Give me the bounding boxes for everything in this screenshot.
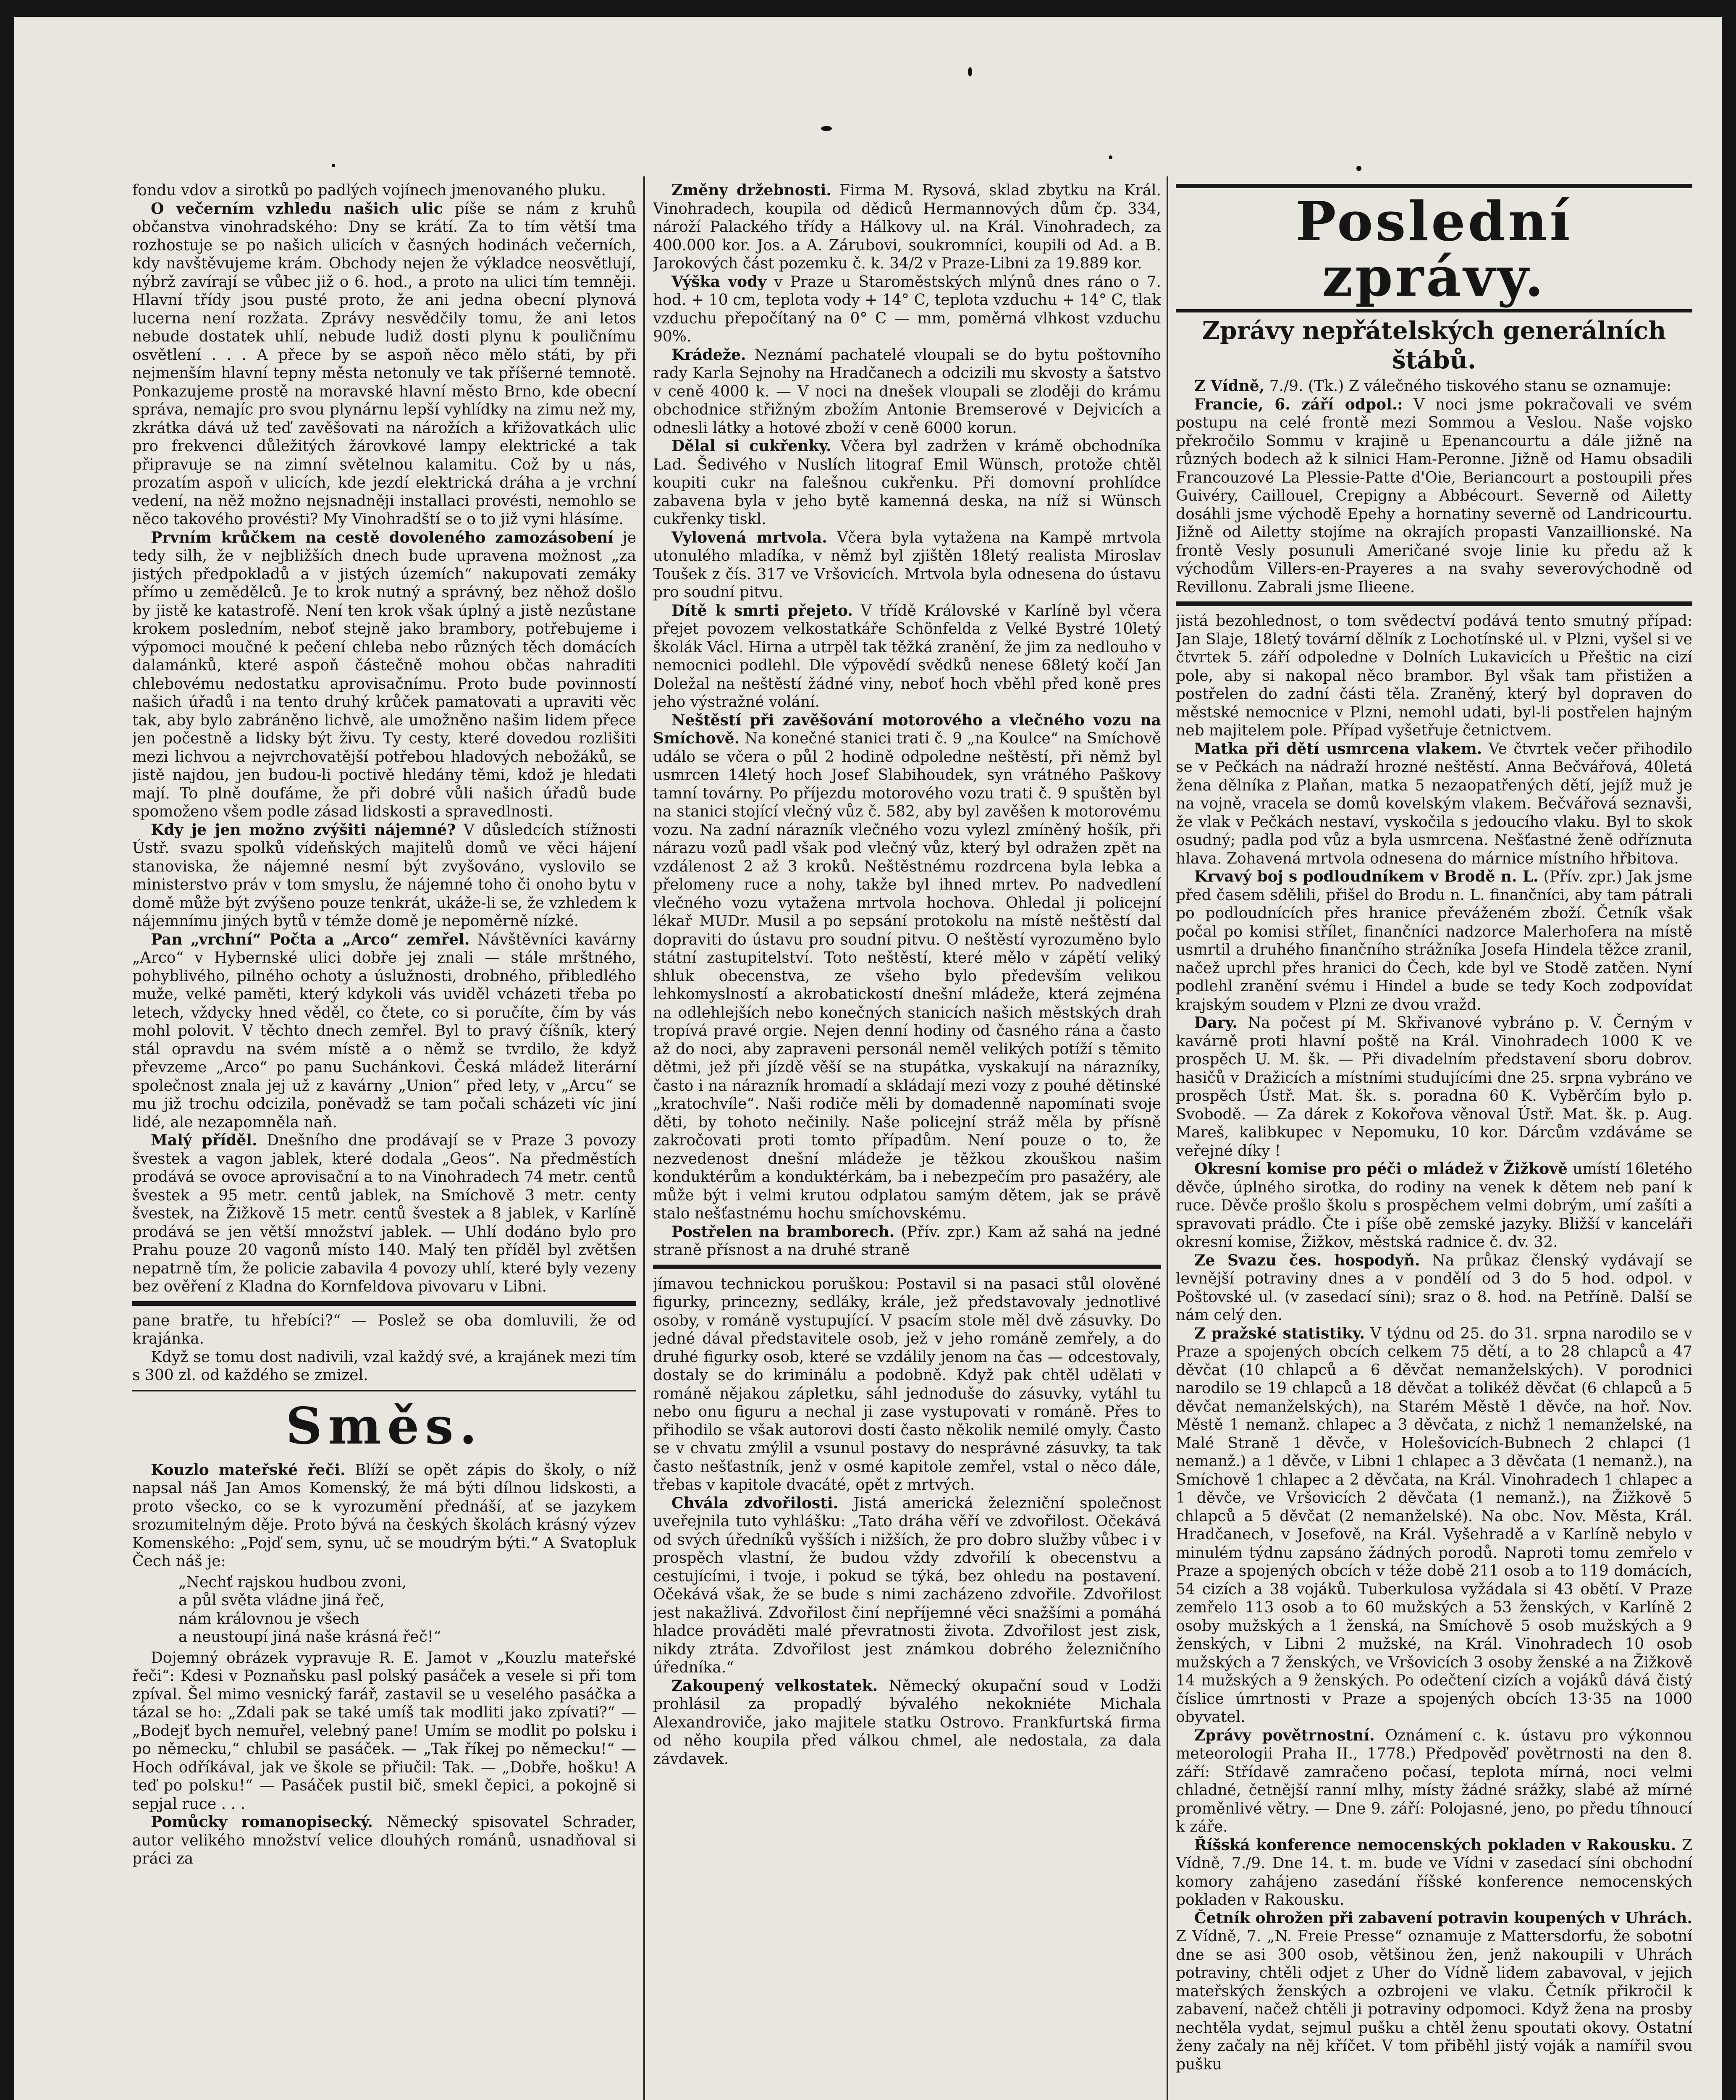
article-headline: Říšská konference nemocenských pokladen v Rakousku.	[1194, 1836, 1676, 1854]
article-text: V třídě Královské v Karlíně byl včera přejet povozem velkostatkáře Schönfelda z Velké Bystré 10letý školák Václ. Hirna a utrpěl tak těžká zranění, že jim za nedlouho v nemocnici podlehl. Dle výpovědí svědků nenese 68letý kočí Jan Doležal na neštěstí žádné viny, neboť hoch vběhl před koně pres jeho výstražné volání.	[653, 602, 1161, 711]
article-headline: Četník ohrožen při zabavení potravin koupených v Uhrách.	[1194, 1909, 1692, 1927]
section-subheading: Zprávy nepřátelských generálních štábů.	[1202, 316, 1666, 374]
scan-speck	[1109, 155, 1112, 159]
article-headline: Ze Svazu čes. hospodyň.	[1194, 1251, 1420, 1269]
article-headline: Dítě k smrti přejeto.	[671, 601, 853, 620]
article-text: Na počest pí M. Skřivanové vybráno p. V. Černým v kavárně proti hlavní poště na Král. Vinohradech 1000 K ve prospěch U. M. šk. — Při divadelním představení sboru dobrov. hasičů v Dražicích a místními studujícími dne 25. srpna vybráno ve prospěch Ústř. Mat. šk. s. poradna 60 K. Vyběrčím bylo p. Svobodě. — Za dárek z Kokořova věnoval Ústř. Mat. šk. p. Aug. Mareš, kalibkupec v Nepomuku, 10 kor. Dárcům vzdáváme se veřejné díky !	[1176, 1014, 1692, 1160]
article-text: jímavou technickou poruškou: Postavil si na pasaci stůl olověné figurky, princezny, sedláky, krále, jež představovaly jednotlivé osoby, v románě vystupující. V psacím stole měl dvě zásuvky. Do jedné dával představitele osob, jež v jeho románě zemřely, a do druhé figurky osob, které se vzdálily jenom na čas — odcestovaly, dostaly se do kriminálu a podobně. Když pak chtěl udělati v románě nějakou zápletku, sáhl jednoduše do zásuvky, vytáhl tu nebo onu figuru a nechal ji zase vystupovati v románě. Přes to přihodilo se však autorovi dosti často několik nemilé omyly. Často se v chvatu zmýlil a vsunul postavy do nesprávné zásuvky, ta tak často nešťastník, jenž v osmé kapitole zemřel, vstal o něco dále, třebas v kapitole dvacáté, opět z mrtvých.	[653, 1275, 1161, 1494]
article-text: V týdnu od 25. do 31. srpna narodilo se v Praze a spojených obcích celkem 75 dětí, a to 28 chlapců a 47 děvčat (10 chlapců a 6 děvčat nemanželských). V porodnici narodilo se 19 chlapců a 18 děvčat a tolikéž děvčat (6 chlapců a 5 děvčat nemanželských), na Starém Městě 1 děvče, na hoř. Nov. Městě 1 nemanž. chlapec a 3 děvčata, z nichž 1 nemanželské, na Malé Straně 1 děvče, v Holešovicích-Bubnech 2 chlapci (1 nemanž.) a 1 děvče, v Libni 1 chlapec a 3 děvčata (1 nemanž.), na Smíchově 1 chlapec a 2 děvčata, na Král. Vinohradech 1 chlapec a 1 děvče, ve Vršovicích 2 děvčata (1 nemanž.), na Žižkově 5 chlapců a 5 děvčat (2 nemanželské). Na obc. Nov. Města, Král. Hradčanech, v Josefově, na Král. Vyšehradě a v Karlíně nebylo v minulém týdnu zapsáno žádných porodů. Naproti tomu zemřelo v Praze a spojených obcích v téže době 211 osob a to 119 domácích, 54 cizích a 38 vojáků. Tuberkulosa vyžádala si 43 obětí. V Praze zemřelo 113 osob a to 60 mužských a 53 ženských, v Karlíně 2 osoby mužských a 1 ženská, na Smíchově 5 osob mužských a 9 ženských, v Libni 2 mužské, na Král. Vinohradech 10 osob mužských a 7 ženských, ve Vršovicích 3 osoby ženské a na Žižkově 14 mužských a 9 ženských. Po odečtení cizích a vojáků dává čistý číslice úmrtnosti v Praze a spojených obcích 13·35 na 1000 obyvatel.	[1176, 1325, 1692, 1726]
article-text: Na konečné stanici trati č. 9 „na Koulce“ na Smíchově událo se včera o půl 2 hodině odpoledne neštěstí, při němž byl usmrcen 14letý hoch Josef Slabihoudek, syn vrátného Paškovy tamní továrny. Po příjezdu motorového vozu trati č. 9 spuštěn byl na stanici stojící vlečný vůz č. 582, aby byl zavěšen k motorovému vozu. Na zadní nárazník vlečného vozu vylezl zmíněný hošík, při nárazu vozů padl však pod vlečný vůz, který byl odražen zpět na vzdálenost 2 až 3 kroků. Neštěstnému rozdrcena byla lebka a přelomeny ruce a nohy, takže byl ihned mrtev. Po nadvedlení vlečného vozu vytažena mrtvola hochova. Ohledal ji policejní lékař MUDr. Musil a po sepsání protokolu na místě neštěstí dal dopraviti do ústavu pro soudní pitvu. O neštěstí vyrozuměno bylo státní zastupitelství. Toto neštěstí, které mělo v zápětí veliký shluk obecenstva, ze všeho bylo především velikou lehkomyslností a akrobatickostí dnešní mládeže, která zejména na odlehlejších nebo konečných stanicích našich městských drah tropívá pravé orgie. Nejen denní hodiny od časného rána a často až do noci, aby zapraveni personál neměl velikých potíží s těmito dětmi, jež při jízdě věší se na stupátka, vyskakují na nárazníky, často i na nárazník hromadí a skládají mezi vozy z pouhé dětinské „kratochvíle“. Naši rodiče měli by domadenně napomínati svoje děti, by tohoto nečinily. Naše policejní stráž měla by přísně zakročovati proti tomto případům. Není pouze o to, že nezvedenost dnešní mládeže je těžkou zkouškou našim konduktérům a konduktérkám, ba i nebezpečím pro pasažéry, ale může být i velmi krutou odplatou samým dětem, jak se právě stalo nešťastnému hochu smíchovskému.	[653, 730, 1161, 1222]
article-headline: Malý příděl.	[151, 1131, 257, 1149]
article-text: (Přív. zpr.) Kam až sahá na jedné straně přísnost a na druhé straně	[653, 1223, 1161, 1259]
article	[132, 529, 636, 821]
article	[653, 1223, 1161, 1260]
article-headline: Dary.	[1194, 1014, 1238, 1032]
article-headline: Dělal si cukřenky.	[671, 437, 831, 455]
article-text: Dnešního dne prodávají se v Praze 3 povozy švestek a vagon jablek, které dodala „Geos“. Na předměstích prodává se ovoce aprovisační a to na Vinohradech 74 metr. centů švestek a 95 metr. centů jablek, na Smíchově 3 metr. centy švestek, na Žižkově 15 metr. centů švestek a 8 jablek, v Karlíně prodává se jen větší množství jablek. — Uhlí dodáno bylo pro Prahu pouze 20 vagonů místo 140. Malý ten příděl byl zvětšen nepatrně tím, že policie zabavila 4 povozy uhlí, které byly vezeny bez ověření z Kladna do Kornfeldova pivovaru v Libni.	[132, 1132, 636, 1295]
article	[653, 346, 1161, 438]
article-headline: Vylovená mrtvola.	[671, 528, 827, 546]
article	[1176, 1252, 1692, 1325]
article-text: Neznámí pachatelé vloupali se do bytu poštovního rady Karla Sejnohy na Hradčanech a odcizili mu skvosty a šatstvo v ceně 4000 k. — V noci na dnešek vloupali se zloději do krámu obchodnice střižným zbožím Antonie Bremserové v Dejvicích a odnesli látky a hotové zboží v ceně 6000 korun.	[653, 346, 1161, 437]
article-text: Německý okupační soud v Lodži prohlásil za propadlý bývalého nekokniéte Michala Alexandroviče, jako majitele statku Ostrovo. Frankfurtská firma od něho koupila před válkou chmel, ale nedostala, za dala závdavek.	[653, 1677, 1161, 1768]
article-text: Včera byla vytažena na Kampě mrtvola utonulého mladíka, v němž byl zjištěn 18letý realista Miroslav Toušek z čís. 317 ve Vršovicích. Mrtvola byla odnesena do ústavu pro soudní pitvu.	[653, 529, 1161, 601]
article	[132, 200, 636, 529]
article	[653, 602, 1161, 711]
article	[1176, 1727, 1692, 1836]
article-headline: Okresní komise pro péči o mládež v Žižkově	[1194, 1160, 1568, 1178]
article-headline: Krádeže.	[671, 346, 746, 364]
poem-line: „Nechť rajskou hudbou zvoni,	[178, 1573, 407, 1591]
article	[1176, 377, 1692, 396]
article	[653, 273, 1161, 346]
article-headline: O večerním vzhledu našich ulic	[151, 200, 443, 218]
scan-speck	[821, 126, 832, 131]
article	[653, 437, 1161, 529]
article-text: fondu vdov a sirotků po padlých vojínech jmenovaného pluku.	[132, 182, 606, 199]
article	[1176, 1014, 1692, 1160]
article-text: Oznámení c. k. ústavu pro výkonnou meteorologii Praha II., 1778.) Předpověď povětrnosti na den 8. září: Střídavě zamračeno počasí, teplota mírná, noci velmi chladné, četnější ranní mlhy, místy žádné srážky, slabé až mírné proměnlivé větry. — Dne 9. září: Polojasné, jeno, po předu tíhnoucí k záře.	[1176, 1727, 1692, 1835]
article-headline: Pomůcky romanopisecký.	[151, 1813, 373, 1831]
column-left	[132, 181, 636, 2100]
article	[132, 1131, 636, 1296]
article-headline: Kdy je jen možno zvýšiti nájemné?	[151, 821, 456, 839]
section-masthead: Poslední zprávy.	[1176, 184, 1692, 312]
article	[653, 181, 1161, 273]
article-headline: Z pražské statistiky.	[1194, 1324, 1365, 1342]
poem	[178, 1573, 636, 1646]
article-headline: Neštěstí při zavěšování motorového a vlečného vozu na Smíchově.	[653, 711, 1161, 747]
article	[132, 1813, 636, 1868]
article-headline: Postřelen na bramborech.	[671, 1223, 895, 1241]
article-text: Návštěvníci kavárny „Arco“ v Hybernské ulici dobře jej znali — stále mrštného, pohyblivého, pilného ochoty a úslužnosti, drobného, přibledlého muže, velké paměti, který kdykoli vás uviděl vcházeti třeba po letech, vždycky hned věděl, co čtete, co si poručíte, čím by vás mohl polovit. V těchto dnech zemřel. Byl to pravý číšník, který stál opravdu na svém místě a o němž se tvrdilo, že když převzeme „Arco“ po panu Suchánkovi. Česká mládež literární společnost znala jej už z kavárny „Union“ před lety, v „Arcu“ se mu již trochu odcizila, poněvadž se tam počali scházeti víc jiní lidé, ale nezapomněla naň.	[132, 931, 636, 1131]
section-divider	[132, 1301, 636, 1306]
article-text: jistá bezohlednost, o tom svědectví podává tento smutný případ: Jan Slaje, 18letý tovární dělník z Lochotínské ul. v Plzni, vyšel si ve čtvrtek 5. září odpoledne v Dolních Lukavicích u Přeštic na cizí pole, aby si nakopal něco brambor. Byl však tam přistižen a postřelen do zadní části těla. Zraněný, který byl dopraven do městské nemocnice v Plzni, nemohl udati, byl-li postřelen hajným neb majitelem pole. Případ vyšetřuje četnictvem.	[1176, 612, 1692, 739]
story-text: pane bratře, tu hřebíci?“ — Poslež se oba domluvili, že od krajánka.	[132, 1312, 636, 1347]
article-headline: Zakoupený velkostatek.	[671, 1677, 878, 1695]
article-headline: Zprávy povětrnostní.	[1194, 1726, 1375, 1744]
article	[653, 711, 1161, 1223]
article-text: Včera byl zadržen v krámě obchodníka Lad. Šedivého v Nuslích litograf Emil Wünsch, protože chtěl koupiti cukr na falešnou cukřenku. Při domovní prohlídce zabavena byla v jeho bytě kamenná deska, na níž si Wünsch cukřenky tiskl.	[653, 438, 1161, 528]
article	[132, 1461, 636, 1571]
article-headline: Krvavý boj s podloudníkem v Brodě n. L.	[1194, 868, 1539, 885]
article	[1176, 868, 1692, 1014]
article-text: v Praze u Staroměstských mlýnů dnes ráno o 7. hod. + 10 cm, teplota vody + 14° C, teplota vzduchu + 14° C, tlak vzduchu přepočítaný na 0° C — mm, poměrná vlhkost vzduchu 90%.	[653, 273, 1161, 345]
scan-speck	[968, 67, 972, 76]
column-right	[1176, 181, 1692, 2100]
article-text: Německý spisovatel Schrader, autor velikého množství velice dlouhých románů, usnadňoval si práci za	[132, 1814, 636, 1867]
article-headline: Výška vody	[671, 273, 767, 291]
scan-speck	[1356, 166, 1361, 171]
article-headline: Francie, 6. září odpol.:	[1194, 395, 1403, 413]
section-divider	[132, 1390, 636, 1391]
article-text: Jistá americká železniční společnost uveřejnila tuto vyhlášku: „Tato dráha věří ve zdvořilost. Očekává od svých úředníků vyšších i nižších, že pro dobro služby vůbec i v prospěch vlastní, že budou vždy zdvořilí k obecenstvu a cestujícími, i tvoje, i pokud se týká, bez ohledu na postavení. Očekává však, že se bude s nimi zacházeno zdvořile. Zdvořilost jest nakažlivá. Zdvořilost činí nepříjemné věci snažšími a pomáhá hladce prováděti malé převratnosti života. Zdvořilost jest zisk, nikdy ztráta. Zdvořilost jest známkou dobrého železničního úředníka.“	[653, 1494, 1161, 1676]
scan-speck	[332, 164, 335, 167]
article	[1176, 1160, 1692, 1252]
article-headline: Prvním krůčkem na cestě dovoleného zamozásobení	[151, 528, 614, 546]
section-divider	[1176, 601, 1692, 606]
article	[1176, 1909, 1692, 2074]
article-headline: Pan „vrchní“ Počta a „Arco“ zemřel.	[151, 930, 470, 948]
article	[1176, 1325, 1692, 1727]
article-text: V noci jsme pokračovali ve svém postupu na celé frontě mezi Sommou a Veslou. Naše vojsko překročilo Sommu v krajině u Epenancourtu a dále jižně na různých bodech až k silnici Ham-Peronne. Jižně od Hamu obsadili Francouzové La Plessie-Patte d'Oie, Beriancourt a postoupili přes Guivéry, Caillouel, Crepigny a Abbécourt. Severně od Ailetty dosáhli jsme východě Epehy a hornatiny severně od Landricourtu. Jižně od Ailetty stojíme na okrajích propasti Vanzaillionské. Na frontě Vesly posunuli Američané svoje linie ku předu až k východům Villers-en-Prayeres a na svahy severovýchodně od Revillonu. Zabrali jsme Ilieene.	[1176, 396, 1692, 596]
article	[1176, 740, 1692, 868]
article-text: 7./9. (Tk.) Z válečného tiskového stanu se oznamuje:	[1269, 378, 1672, 395]
article-headline: Z Vídně,	[1194, 377, 1265, 395]
article-text: Z Vídně, 7./9. Dne 14. t. m. bude ve Vídni v zasedací síni obchodní komory zahájeno zasedání říšské konference nemocenských pokladen v Rakousku.	[1176, 1836, 1692, 1908]
column-rule	[1167, 176, 1168, 2100]
article	[653, 1494, 1161, 1677]
article-text: Firma M. Rysová, sklad zbytku na Král. Vinohradech, koupila od dědiců Hermannových dům čp. 334, nároží Palackého třídy a Hálkovy ul. na Král. Vinohradech, za 400.000 kor. Jos. a A. Zárubovi, soukromníci, koupili od Ad. a B. Jarokových část pozemku č. k. 34/2 v Praze-Libni za 19.889 kor.	[653, 182, 1161, 272]
poem-line: nám královnou je všech	[178, 1610, 360, 1628]
scan-border-top	[0, 0, 1736, 17]
article-text: Blíží se opět zápis do školy, o níž napsal náš Jan Amos Komenský, že má býti dílnou lidskosti, a proto všecko, co se k vyrozumění přednáší, ať se jazykem srozumitelným děje. Proto bývá na českých školách krásný výzev Komenského: „Pojď sem, synu, uč se moudrým býti.“ A Svatopluk Čech náš je:	[132, 1461, 636, 1570]
article-text: Z Vídně, 7. „N. Freie Presse“ oznamuje z Mattersdorfu, že sobotní dne se asi 300 osob, většinou žen, jenž nakoupili v Uhrách potraviny, chtěli odjet z Uher do Vídně lidem zabavoval, v jejich mateřských ženských a ozbrojeni ve vlaku. Četník přikročil k zabavení, načež chtěli ji potraviny odpomoci. Když žena na prosby nechtěla vydat, sejmul pušku a chtěl ženu spoutati okovy. Ostatní ženy začaly na něj kříčet. V tom přiběhl jistý voják a namířil svou pušku	[1176, 1928, 1692, 2073]
article-text: Dojemný obrázek vypravuje R. E. Jamot v „Kouzlu mateřské řeči“: Kdesi v Poznaňsku pasl polský pasáček a vesele si při tom zpíval. Šel mimo vesnický farář, zastavil se u veselého pasáčka a tázal se ho: „Zdali pak se také umíš tak modliti jako zpívati?“ — „Bodejť bych nemuřel, velebný pane! Umím se modlit po polsku i po německu,“ chlubil se pasáček. — „Tak říkej po německu!“ — Hoch odříkával, jak ve škole se přiučil: Tak. — „Dobře, hošku! A teď po polsku!“ — Pasáček pustil bič, smekl čepici, a pokojně si sepjal ruce . . .	[132, 1649, 636, 1813]
story-text: Když se tomu dost nadivili, vzal každý své, a krajánek mezi tím s 300 zl. od každého se zmizel.	[132, 1348, 636, 1384]
article-headline: Matka při dětí usmrcena vlakem.	[1194, 740, 1482, 758]
article-text: Ve čtvrtek večer přihodilo se v Pečkách na nádraží hrozné neštěstí. Anna Bečvářová, 40letá žena dělníka z Plaňan, matka 5 nezaopatřených dětí, jejíž muž je na vojně, vracela se domů kovelským vlakem. Bečvářová seznavši, že vlak v Pečkách nestaví, vyskočila s jedoucího vlaku. Byl to skok osudný; padla pod vůz a byla usmrcena. Nešťastné ženě odříznuta hlava. Zohavená mrtvola odnesena do márnice místního hřbitova.	[1176, 740, 1692, 867]
article	[653, 529, 1161, 602]
article	[132, 821, 636, 931]
article-text: Na průkaz členský vydávají se levnější potraviny dnes a v pondělí od 3 do 5 hod. odpol. v Poštovské ul. (v zasedací síni); sraz o 8. hod. na Petříně. Další se nám celý den.	[1176, 1252, 1692, 1324]
scan-border-left	[0, 0, 14, 2100]
article	[653, 1677, 1161, 1769]
article-text: umístí 16letého děvče, úplného sirotka, do rodiny na venek k dětem neb paní k ruce. Děvče prošlo školu s prospěchem velmi dobrým, umí zašíti a spravovati prádlo. Čte i píše obě zemské jazyky. Bližší v kanceláři okresní komise, Žižkov, městská radnice č. dv. 32.	[1176, 1160, 1692, 1251]
article	[1176, 396, 1692, 597]
scan-border-right	[1722, 0, 1736, 2100]
article-text: V důsledcích stížnosti Ústř. svazu spolků vídeňských majitelů domů ve věci hájení stanoviska, že nájemné nesmí být zvyšováno, vyslovilo se ministerstvo práv v tom smyslu, že nájemné toho či onoho bytu v domě může být zvýšeno pouze tenkrát, ukáže-li se, že vzhledem k nájemnímu jiných bytů v témže domě je nepoměrně nízké.	[132, 821, 636, 930]
poem-line: a půl světa vládne jiná řeč,	[178, 1592, 385, 1609]
article	[1176, 1836, 1692, 1909]
article-text: (Přív. zpr.) Jak jsme před časem sdělili, přišel do Brodu n. L. finančníci, aby tam pátrali po podloudnících přes hranice převáženém zboží. Četník však počal po komisi střílet, finančníci nadzorce Malerhofera na místě usmrtil a druhého finančního strážníka Josefa Hindela těžce zranil, načež uprchl přes hranici do Čech, kde byl ve Stodě zatčen. Nyní podlehl zranění svému i Hindel a bude se tedy Koch zodpovídat krajským soudem v Plzni ze dvou vražd.	[1176, 868, 1692, 1013]
article	[132, 931, 636, 1132]
article-headline: Kouzlo mateřské řeči.	[151, 1461, 346, 1479]
section-title: Směs.	[286, 1396, 483, 1456]
section-divider	[653, 1265, 1161, 1269]
poem-line: a neustoupí jiná naše krásná řeč!“	[178, 1628, 441, 1646]
article-text: je tedy silh, že v nejbližších dnech bude upravena možnost „za jistých předpokladů a v jistých územích“ nakupovati zemáky přímo u zemědělců. Je to krok nutný a správný, bez něhož došlo by jistě ke katastrofě. Není ten krok však úplný a jistě nezůstane krokem posledním, neboť stejně jako brambory, potřebujeme i výpomoci moučné k pečení chleba nebo různých těch domácích dalamánků, které aspoň částečně mohou občas nahraditi chlebovému nedostatku aprovisačnímu. Proto bude povinností našich úřadů i na tento druhý krůček pamatovati a upraviti věc tak, aby bylo zabráněno lichvě, ale umožněno našim lidem přece jen počestně a lidsky být živu. Ty cesty, které dovedou rozlišiti mezi lichvou a nejvrchovatější potřebou hladových nebožáků, se jistě najdou, jen budou-li poctivě hledány těmi, kdož je hledati mají. To plně doufáme, že při dobré vůli našich úřadů bude spomoženo všem podle zásad lidskosti a spravedlnosti.	[132, 529, 636, 820]
article-headline: Změny držebnosti.	[671, 181, 831, 199]
article-text: píše se nám z kruhů občanstva vinohradského: Dny se krátí. Za to tím větší tma rozhostuje se po našich ulicích v časných hodinách večerních, kdy navštěvujeme krám. Obchody nejen že výkladce neosvětlují, nýbrž zavírají se vůbec již o 6. hod., a proto na ulici tím temněji. Hlavní třídy jsou pusté proto, že ani jedna obecní plynová lucerna není rozžata. Zprávy nesvědčily tomu, že ani letos nebude dostatek uhlí, nebude ludiž dosti plynu k pouličnímu osvětlení . . . A přece by se aspoň něco mělo státi, by při nejmenším hlavní tepny města netonuly ve tak příšerné temnotě. Ponkazujeme prostě na moravské hlavní město Brno, kde obecní správa, nemajíc pro svou plynárnu lepší vyhlídky na zimu než my, zkrátka dává už teď zavěšovati na nárožích a křižovatkách ulic pro frekvenci důležitých žárovkové lampy elektrické a tak připravuje se na zimní světelnou kalamitu. Což by u nás, prozatím aspoň v ulicích, kde jezdí elektrická dráha a je vrchní vedení, na něž možno nejsnadněji installaci provésti, nemohlo se něco takového provésti? My Vinohradští se o to již vyni hlásíme.	[132, 200, 636, 528]
column-rule	[643, 176, 645, 2100]
article-headline: Chvála zdvořilosti.	[671, 1494, 839, 1512]
column-middle	[653, 181, 1161, 2100]
